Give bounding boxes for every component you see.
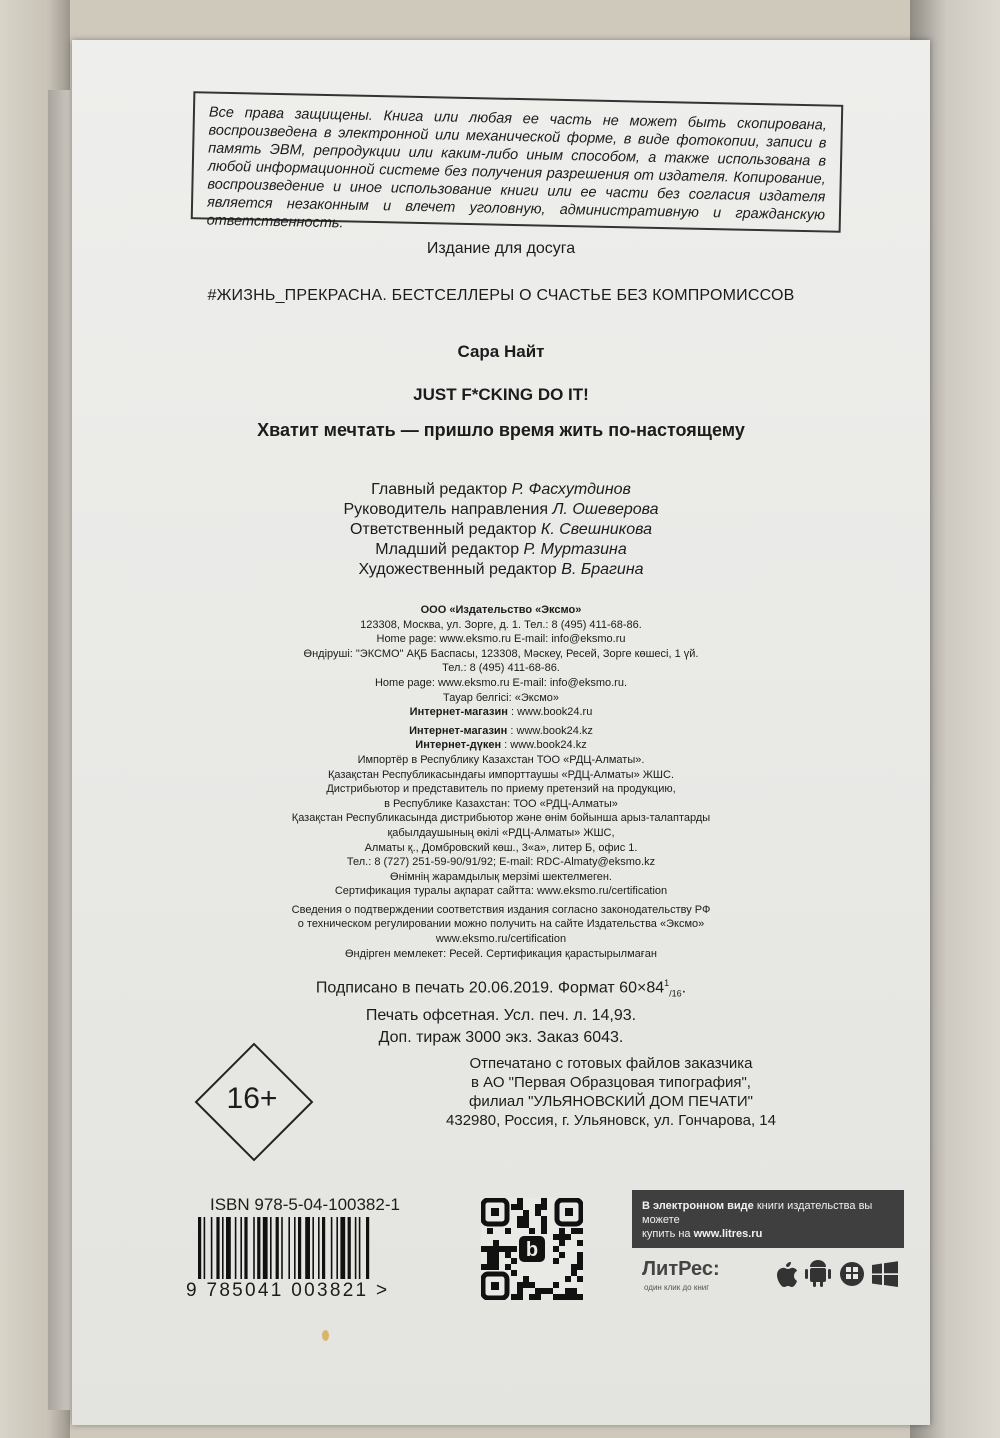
barcode <box>196 1217 428 1279</box>
editors-list <box>72 480 930 580</box>
windows-icon <box>872 1261 898 1287</box>
print-run: Доп. тираж 3000 экз. Заказ 6043. <box>378 1028 624 1046</box>
platform-icons <box>772 1256 902 1290</box>
conformity-line-1: Сведения о подтверждении соответствия издания согласно законодательству РФ <box>291 903 711 916</box>
book-page <box>72 40 930 1425</box>
litres-logo: ЛитРес: <box>642 1258 720 1280</box>
editor-line: Ответственный редактор К. Свешникова <box>349 521 653 538</box>
book-title: JUST F*CKING DO IT! <box>413 385 589 404</box>
print-specs <box>72 972 930 1049</box>
conformity-line-2: о техническом регулировании можно получить на сайте Издательства «Эксмо» <box>297 918 705 931</box>
publisher-info <box>72 603 930 961</box>
printer-line: 432980, Россия, г. Ульяновск, ул. Гончарова, 14 <box>446 1112 776 1129</box>
age-rating-label: 16+ <box>226 1082 278 1115</box>
litres-tagline: один клик до книг <box>644 1283 710 1292</box>
publisher-kz-web: Home page: www.eksmo.ru E-mail: info@eksmo.ru. <box>374 676 628 689</box>
importer-kz: Қазақстан Республикасындағы импорттаушы «РДЦ-Алматы» ЖШС. <box>327 768 675 781</box>
editor-line: Младший редактор Р. Муртазина <box>375 541 627 558</box>
editor-line: Художественный редактор В. Брагина <box>358 561 644 578</box>
printer-line: в АО "Первая Образцовая типография", <box>471 1074 751 1091</box>
litres-banner-line-1: В электронном виде книги издательства вы можете <box>642 1200 873 1226</box>
qr-code <box>481 1198 583 1300</box>
editor-line: Руководитель направления Л. Ошеверова <box>343 501 659 518</box>
distributor-line-2: в Республике Казахстан: ТОО «РДЦ-Алматы» <box>384 797 618 810</box>
importer: Импортёр в Республику Казахстан ТОО «РДЦ-Алматы». <box>357 753 645 766</box>
conformity-line-3: www.eksmo.ru/certification <box>435 933 567 946</box>
litres-banner-line-2: купить на www.litres.ru <box>642 1228 763 1240</box>
book-subtitle: Хватит мечтать — пришло время жить по-настоящему <box>257 420 745 440</box>
printer-line: филиал "УЛЬЯНОВСКИЙ ДОМ ПЕЧАТИ" <box>469 1093 753 1110</box>
edition-type: Издание для досуга <box>426 240 576 257</box>
editor-line: Главный редактор Р. Фасхутдинов <box>371 481 631 498</box>
shelf-life: Өнімнің жарамдылық мерзімі шектелмеген. <box>390 870 612 883</box>
litres-banner <box>632 1190 904 1248</box>
series-title: #ЖИЗНЬ_ПРЕКРАСНА. БЕСТСЕЛЛЕРЫ О СЧАСТЬЕ БЕЗ КОМПРОМИССОВ <box>207 287 795 304</box>
barcode-digits: 9 785041 003821 > <box>186 1280 390 1301</box>
signed-line: Подписано в печать 20.06.2019. Формат $60\times 84^1_{/16}$. <box>315 978 687 999</box>
trademark: Тауар белгісі: «Эксмо» <box>442 691 559 704</box>
blackberry-icon <box>840 1262 864 1286</box>
shop-kz-2: Интернет-дүкен : www.book24.kz <box>415 739 587 752</box>
cert-kz: Сертификация туралы ақпарат сайтта: www.eksmo.ru/certification <box>334 885 668 898</box>
paper-stain <box>322 1330 329 1341</box>
publisher-kz-maker: Өндіруші: "ЭКСМО" АҚБ Баспасы, 123308, Мәскеу, Ресей, Зорге көшесі, 1 үй. <box>303 647 699 660</box>
print-type: Печать офсетная. Усл. печ. л. 14,93. <box>365 1006 637 1024</box>
printer-line: Отпечатано с готовых файлов заказчика <box>469 1055 753 1072</box>
kz-address: Алматы қ., Домбровский көш., 3«а», литер Б, офис 1. <box>364 841 638 854</box>
shop-ru: Интернет-магазин : www.book24.ru <box>409 706 593 719</box>
publisher-web: Home page: www.eksmo.ru E-mail: info@eksmo.ru <box>376 633 626 646</box>
distributor-kz-line-2: қабылдаушының өкілі «РДЦ-Алматы» ЖШС, <box>387 826 615 839</box>
publisher-kz-phone: Тел.: 8 (495) 411-68-86. <box>442 662 560 675</box>
copyright-notice: Все права защищены. Книга или любая ее часть не может быть скопирована, воспроизведена в электронной или механической форме, в виде фотокопии, записи в память ЭВМ, репродукции или каким-либо иным способом, а также использована в любой информационной системе без получения разрешения от издателя. Копирование, воспроизведение и иное использование книги или ее части без согласия издателя является незаконным и влечет уголовную, административную и гражданскую ответственность. <box>191 91 844 233</box>
distributor-line-1: Дистрибьютор и представитель по приему претензий на продукцию, <box>326 783 676 796</box>
svg-text:b: b <box>525 1239 539 1261</box>
kz-contacts: Тел.: 8 (727) 251-59-90/91/92; E-mail: RDC-Almaty@eksmo.kz <box>346 856 656 869</box>
apple-icon <box>777 1262 797 1287</box>
origin: Өндірген мемлекет: Ресей. Сертификация қарастырылмаған <box>345 947 657 960</box>
android-icon <box>805 1260 831 1287</box>
shop-kz: Интернет-магазин : www.book24.kz <box>409 724 593 737</box>
publisher-name: ООО «Издательство «Эксмо» <box>420 604 582 616</box>
distributor-kz-line-1: Қазақстан Республикасында дистрибьютор және өнім бойынша арыз-талаптарды <box>291 812 711 825</box>
isbn-number: ISBN 978-5-04-100382-1 <box>210 1195 400 1214</box>
author-name: Сара Найт <box>457 342 545 361</box>
publisher-address: 123308, Москва, ул. Зорге, д. 1. Тел.: 8 (495) 411-68-86. <box>360 618 642 631</box>
